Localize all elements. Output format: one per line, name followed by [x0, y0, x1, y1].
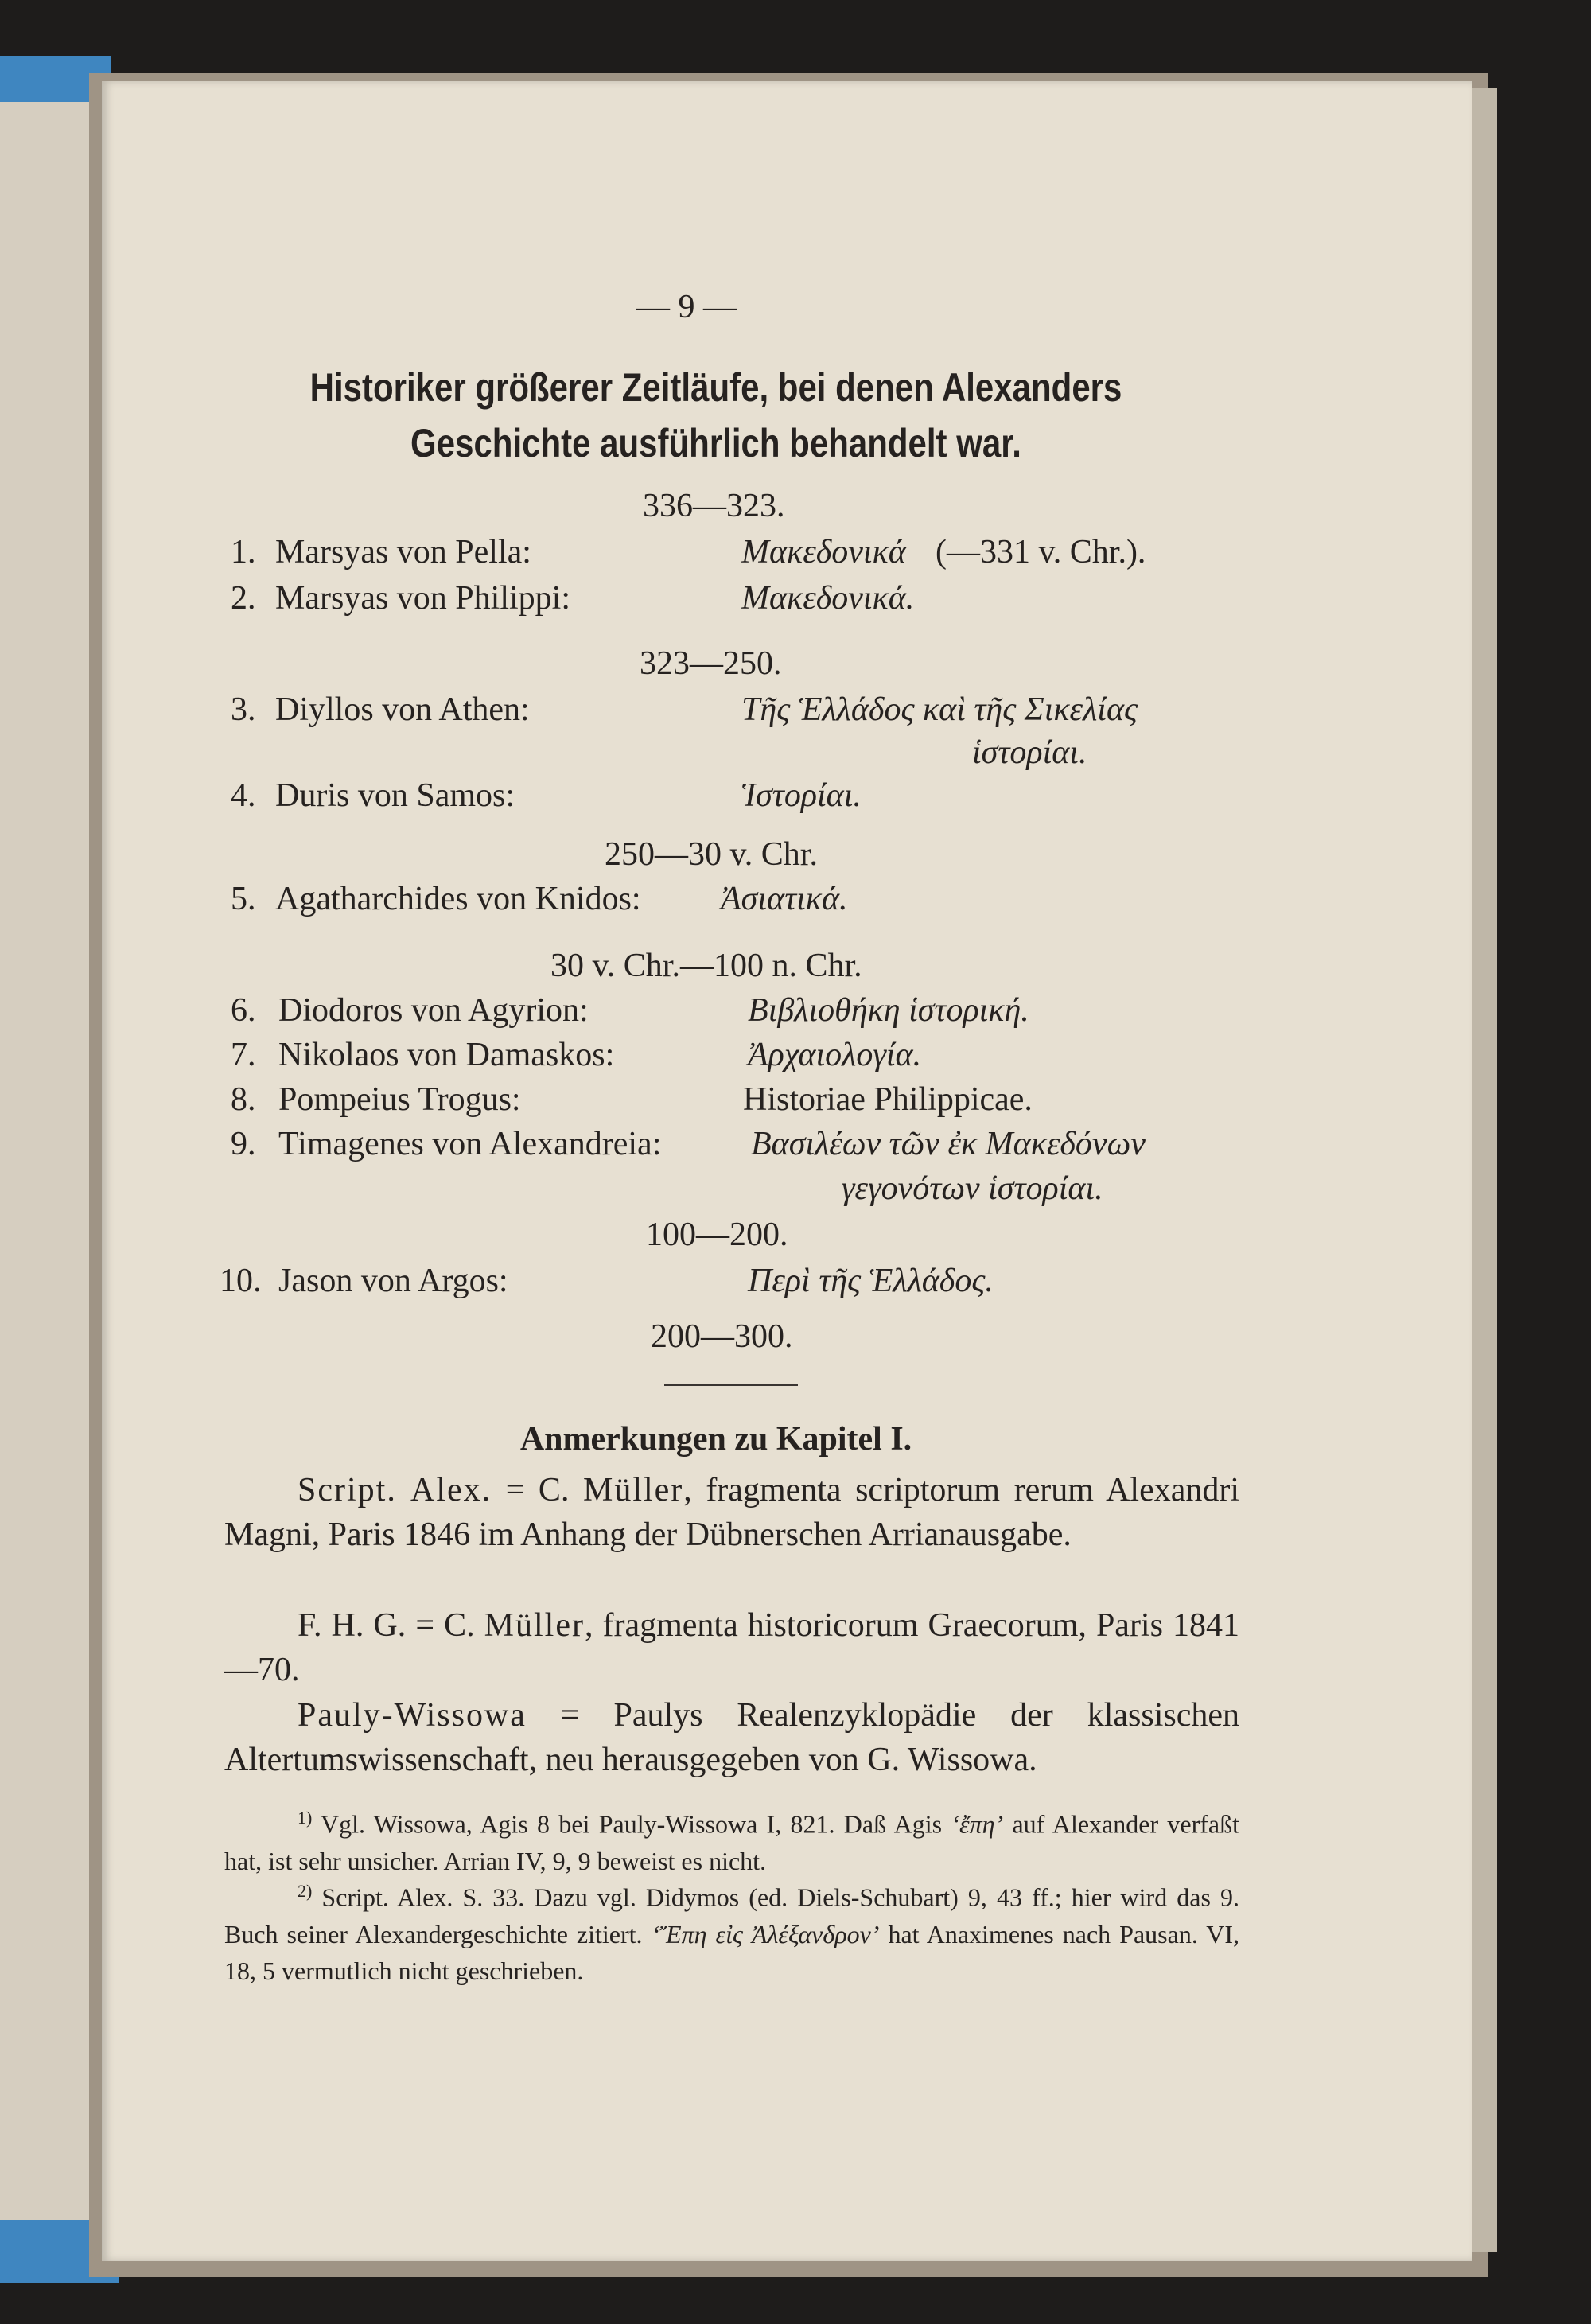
note-paragraph [224, 1468, 1239, 1557]
note-equals: = C. [492, 1472, 583, 1508]
footnote-text: Script. Alex. S. 33. Dazu vgl. Didymos (ed. Diels-Schubart) 9, 43 ff.; hier wird das 9. Buch seiner Alexandergeschichte zitiert. [224, 1882, 1239, 1948]
entry-number: 6. [231, 992, 256, 1029]
footnote-2 [224, 1873, 1239, 1989]
notes-title: Anmerkungen zu Kapitel I. [519, 1421, 912, 1458]
period-heading: 250—30 v. Chr. [605, 836, 818, 873]
entry-author: Marsyas von Pella: [275, 534, 531, 570]
entry-author: Jason von Argos: [278, 1263, 508, 1299]
page-edge-right [1472, 88, 1497, 2252]
period-heading: 323—250. [640, 645, 782, 682]
entry-author: Agatharchides von Knidos: [275, 881, 641, 917]
entry-author: Timagenes von Alexandreia: [278, 1126, 662, 1162]
entry-number: 1. [231, 534, 256, 570]
note-text: , fragmenta historicorum Graecorum, Paris 1841—70. [224, 1607, 1239, 1688]
entry-number: 4. [231, 777, 256, 814]
note-text: = Paulys Realenzyklopädie der klassischen Altertumswissenschaft, neu herausgegeben von G. Wissowa. [224, 1697, 1239, 1778]
footnote-text: auf Alexander verfaßt hat, ist sehr unsicher. Arrian IV, 9, 9 beweist es nicht. [224, 1809, 1240, 1875]
note-abbreviation: F. H. G. = C. [298, 1607, 484, 1644]
note-author: Müller [582, 1472, 684, 1508]
period-heading: 200—300. [651, 1318, 793, 1355]
entry-work: Historiae Philippicae. [743, 1081, 1033, 1118]
entry-number: 2. [231, 580, 256, 617]
entry-work: Περὶ τῆς Ἑλλάδος. [748, 1263, 994, 1299]
footnote-marker: 1) [298, 1808, 313, 1828]
note-abbreviation: Script. Alex. [298, 1472, 492, 1508]
entry-author: Diyllos von Athen: [275, 691, 530, 728]
entry-work: Τῆς Ἑλλάδος καὶ τῆς Σικελίας [741, 691, 1138, 728]
note-author: Müller [484, 1607, 585, 1644]
entry-work: Βιβλιοθήκη ἱστορική. [748, 992, 1029, 1029]
note-paragraph [224, 1693, 1239, 1782]
note-abbreviation: Pauly-Wissowa [298, 1697, 527, 1734]
entry-number: 8. [231, 1081, 256, 1118]
entry-number: 7. [231, 1037, 256, 1073]
footnote-greek: ‘Ἔπη εἰς Ἀλέξανδρον’ [651, 1919, 880, 1948]
entry-author: Nikolaos von Damaskos: [278, 1037, 615, 1073]
entry-work-extra: (—331 v. Chr.). [936, 534, 1146, 570]
footnote-1 [224, 1800, 1239, 1879]
page-number: — 9 — [636, 289, 737, 325]
heading-line-2: Geschichte ausführlich behandelt war. [410, 421, 1021, 465]
period-heading: 100—200. [646, 1216, 788, 1253]
footnote-text: hat Anaximenes nach Pausan. VI, 18, 5 vermutlich nicht geschrieben. [224, 1919, 1240, 1985]
entry-number: 5. [231, 881, 256, 917]
entry-author: Duris von Samos: [275, 777, 515, 814]
section-divider [664, 1384, 798, 1386]
entry-work: Μακεδονικά. [741, 580, 915, 617]
period-heading: 30 v. Chr.—100 n. Chr. [550, 948, 862, 984]
entry-work: Ἱστορίαι. [741, 777, 862, 814]
entry-number: 10. [220, 1263, 262, 1299]
heading-line-1: Historiker größerer Zeitläufe, bei denen Alexanders [309, 365, 1122, 410]
entry-work-continued: ἱστορίαι. [972, 734, 1087, 771]
entry-work: Βασιλέων τῶν ἐκ Μακεδόνων [751, 1126, 1146, 1162]
footnote-text: Vgl. Wissowa, Agis 8 bei Pauly-Wissowa I, 821. Daß Agis [312, 1809, 951, 1839]
entry-work: Ἀσιατικά. [721, 881, 848, 917]
footnote-greek: ‘ἔπη’ [951, 1809, 1004, 1839]
entry-number: 9. [231, 1126, 256, 1162]
note-text: , fragmenta scriptorum rerum Alexandri Magni, Paris 1846 im Anhang der Dübnerschen Arrianausgabe. [224, 1472, 1240, 1553]
entry-work: Μακεδονικά [741, 534, 906, 570]
period-heading: 336—323. [643, 488, 785, 524]
footnote-marker: 2) [298, 1881, 313, 1901]
entry-work: Ἀρχαιολογία. [748, 1037, 922, 1073]
entry-author: Pompeius Trogus: [278, 1081, 521, 1118]
entry-number: 3. [231, 691, 256, 728]
entry-author: Marsyas von Philippi: [275, 580, 571, 617]
entry-author: Diodoros von Agyrion: [278, 992, 589, 1029]
entry-work-continued: γεγονότων ἱστορίαι. [842, 1170, 1103, 1207]
facing-page-edge [0, 64, 89, 2260]
note-paragraph [224, 1603, 1239, 1692]
